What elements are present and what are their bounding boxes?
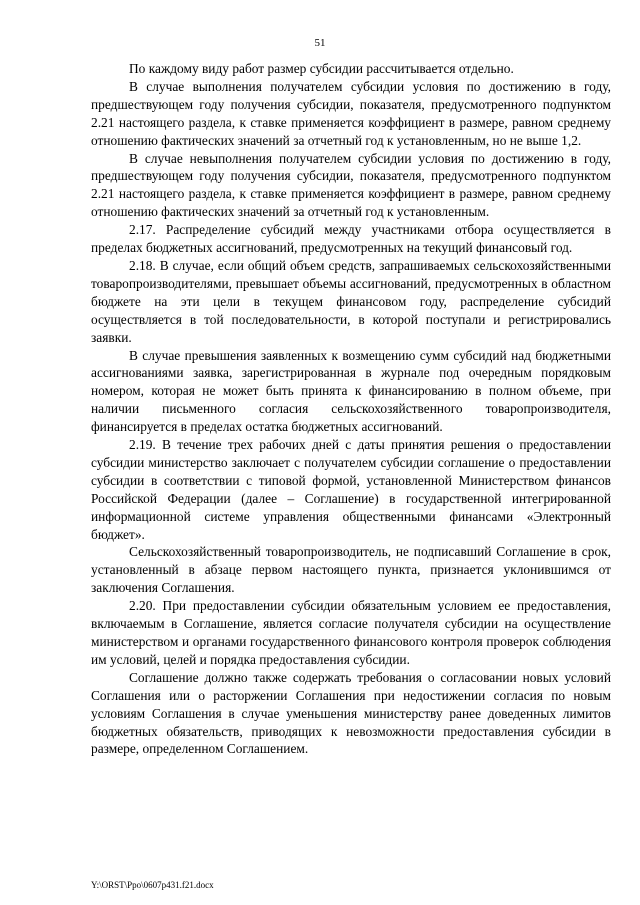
paragraph-4: 2.17. Распределение субсидий между участниками отбора осуществляется в пределах бюджетных ассигнований, предусмотренных на текущий финансовый год. xyxy=(91,222,611,256)
document-body xyxy=(91,60,611,758)
paragraph-9: 2.20. При предоставлении субсидии обязательным условием ее предоставления, включаемым в Соглашение, является согласие получателя субсидии на осуществление министерством и органами государственного финансового контроля проверок соблюдения им условий, целей и порядка предоставления субсидии. xyxy=(91,598,611,667)
paragraph-6: В случае превышения заявленных к возмещению сумм субсидий над бюджетными ассигнованиями заявка, зарегистрированная в журнале под очередным порядковым номером, которая не может быть принята к финансированию в полном объеме, при наличии письменного согласия сельскохозяйственного товаропроизводителя, финансируется в пределах остатка бюджетных ассигнований. xyxy=(91,347,611,435)
footer-file-path: Y:\ORST\Ppo\0607p431.f21.docx xyxy=(91,880,214,890)
paragraph-10: Соглашение должно также содержать требования о согласовании новых условий Соглашения или о расторжении Соглашения при недостижении согласия по новым условиям Соглашения в случае уменьшения министерству ранее доведенных лимитов бюджетных обязательств, приводящих к невозможности предоставления субсидии в размере, определенном Соглашением. xyxy=(91,669,611,757)
paragraph-2: В случае выполнения получателем субсидии условия по достижению в году, предшествующем году получения субсидии, показателя, предусмотренного подпунктом 2.21 настоящего раздела, к ставке применяется коэффициент в размере, равном среднему отношению фактических значений за отчетный год к установленным, но не выше 1,2. xyxy=(91,78,611,148)
paragraph-1: По каждому виду работ размер субсидии рассчитывается отдельно. xyxy=(129,61,514,76)
paragraph-3: В случае невыполнения получателем субсидии условия по достижению в году, предшествующем году получения субсидии, показателя, предусмотренного подпунктом 2.21 настоящего раздела, к ставке применяется коэффициент в размере, равном среднему отношению фактических значений за отчетный год к установленным. xyxy=(91,150,611,220)
paragraph-5: 2.18. В случае, если общий объем средств, запрашиваемых сельскохозяйственными товаропроизводителями, превышает объемы ассигнований, предусмотренных в областном бюджете на эти цели в текущем финансовом году, распределение субсидий осуществляется в той последовательности, в которой поступали и регистрировались заявки. xyxy=(91,257,611,345)
paragraph-7: 2.19. В течение трех рабочих дней с даты принятия решения о предоставлении субсидии министерство заключает с получателем субсидии соглашение о предоставлении субсидии в соответствии с типовой формой, установленной Министерством финансов Российской Федерации (далее – Соглашение) в государственной интегрированной информационной системе управления общественными финансами «Электронный бюджет». xyxy=(91,437,611,542)
paragraph-8: Сельскохозяйственный товаропроизводитель, не подписавший Соглашение в срок, установленный в абзаце первом настоящего пункта, признается уклонившимся от заключения Соглашения. xyxy=(91,544,611,596)
page-number: 51 xyxy=(314,37,326,49)
